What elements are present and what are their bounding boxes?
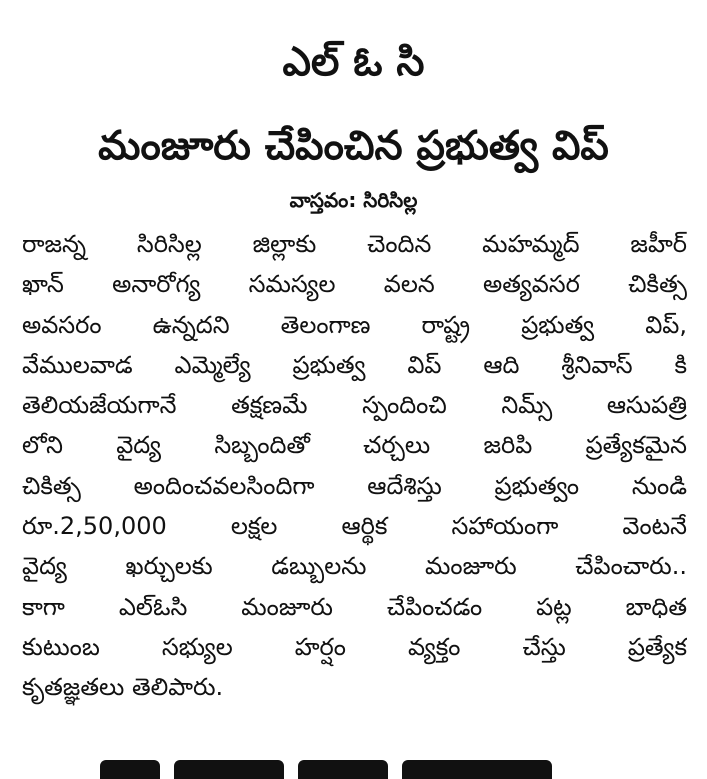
body-line-8: రూ.2,50,000 లక్షల ఆర్థిక సహాయంగా వెంటనే	[22, 512, 687, 541]
body-line-1: రాజన్న సిరిసిల్ల జిల్లాకు చెందిన మహమ్మద్ జహీర్	[22, 230, 687, 258]
body-line-12: కృతజ్ఞతలు తెలిపారు.	[22, 673, 224, 702]
dateline: వాస్తవం: సిరిసిల్ల	[289, 188, 418, 212]
next-headline-fragment	[100, 760, 620, 779]
body-line-6: లోని వైద్య సిబ్బందితో చర్చలు జరిపి ప్రత్యేకమైన	[22, 431, 687, 460]
body-line-9: వైద్య ఖర్చులకు డబ్బులను మంజూరు చేపించారు..	[22, 552, 687, 581]
body-line-4: వేములవాడ ఎమ్మెల్యే ప్రభుత్వ విప్ ఆది శ్రీనివాస్ కి	[22, 350, 687, 379]
body-line-11: కుటుంబ సభ్యుల హర్షం వ్యక్తం చేస్తు ప్రత్యేక	[22, 632, 687, 661]
body-line-3: అవసరం ఉన్నదని తెలంగాణ రాష్ట్ర ప్రభుత్వ విప్,	[22, 310, 687, 339]
body-line-10: కాగా ఎల్ఓసి మంజూరు చేపించడం పట్ల బాధిత	[22, 592, 687, 621]
body-line-5: తెలియజేయగానే తక్షణమే స్పందించి నిమ్స్ ఆసుపత్రి	[22, 391, 687, 420]
headline-line-2: మంజూరు చేపించిన ప్రభుత్వ విప్	[98, 123, 609, 169]
body-line-7: చికిత్స అందించవలసిందిగా ఆదేశిస్తు ప్రభుత్వం నుండి	[22, 471, 687, 500]
article-body	[22, 224, 687, 708]
headline-line-1: ఎల్ ఓ సి	[282, 39, 425, 85]
body-line-2: ఖాన్ అనారోగ్య సమస్యల వలన అత్యవసర చికిత్స	[22, 270, 687, 299]
